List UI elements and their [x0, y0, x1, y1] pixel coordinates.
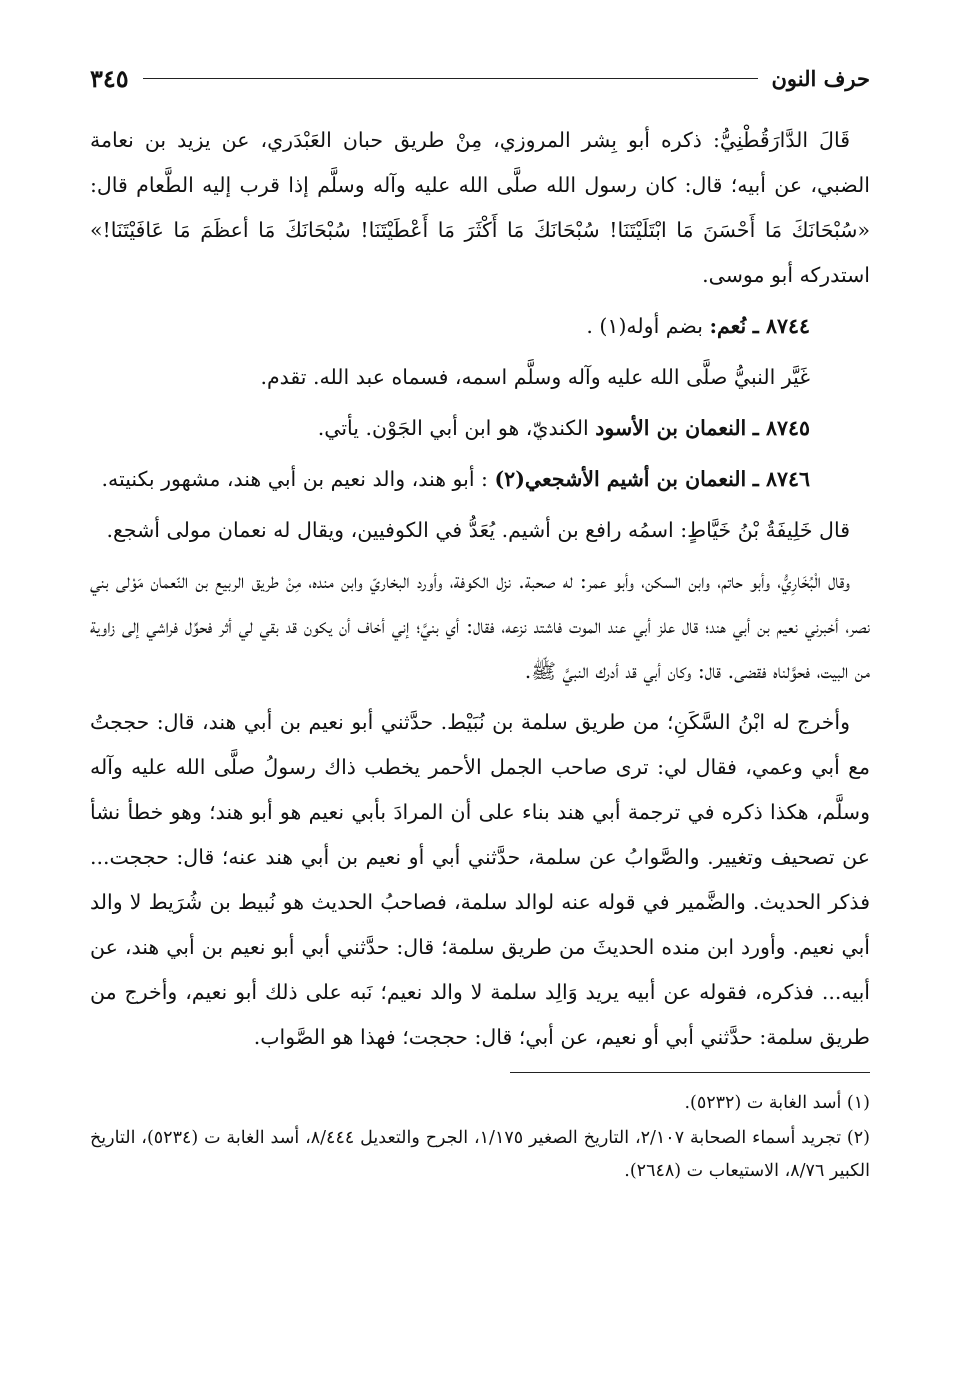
footnote-1: (١) أسد الغابة ت (٥٢٣٢).: [684, 1093, 870, 1113]
paragraph-bukhari: وقال الْبُخَارِيُّ، وأبو حاتم، وابن السكن، وأبو عمر: له صحبة. نزل الكوفة، وأورد البخاريّ وابن منده، مِنْ طريق الربيع بن النّعمان مَوْلى بني نصر، أخبرني نعيم بن أبي هند؛ قال علز أبي عند الموت فاشتد نزعه، فقال: أي بنيَّ؛ إني أخاف أن يكون قد بقي لي أثر فحوِّل فراشي إلى زاوية من البيت، فحوَّلناه فقضى. قال: وكان أبي قد أدرك النبيَّ ﷺ.: [90, 569, 870, 683]
footnote-separator: [510, 1072, 870, 1073]
running-head: حرف النون: [771, 65, 870, 91]
page-number: ٣٤٥: [90, 63, 129, 93]
entry-name: نُعم:: [709, 314, 747, 338]
entry-name: النعمان بن الأسود: [595, 416, 747, 440]
page-header: [90, 56, 870, 100]
entry-8746: [90, 457, 810, 502]
entry-number: ٨٧٤٥ ـ: [752, 416, 810, 440]
paragraph-khalifa: قال خَلِيفَةُ بْنُ خَيَّاطٍ: اسمُه رافع بن أشيم. يُعَدُّ في الكوفيين، ويقال له نعمان مولى أشجع.: [106, 518, 850, 542]
entry-text: الكنديّ، هو ابن أبي الجَوْن. يأتي.: [317, 416, 589, 440]
footnote-2: (٢) تجريد أسماء الصحابة ٢/١٠٧، التاريخ الصغير ١/١٧٥، الجرح والتعديل ٨/٤٤٤، أسد الغابة ت (٥٢٣٤)، التاريخ الكبير ٨/٧٦، الاستيعاب ت (٢٦٤٨).: [90, 1128, 870, 1181]
entry-8744: [90, 304, 810, 349]
entry-name: النعمان بن أشيم الأشجعي(٢): [494, 467, 747, 491]
entry-text: : أبو هند، والد نعيم بن أبي هند، مشهور بكنيته.: [101, 467, 488, 491]
entry-text: بضم أوله(١) .: [586, 314, 703, 338]
intro-paragraph: قَالَ الدَّارَقُطْنِيُّ: ذكره أبو بِشر المروزي، مِنْ طريق حبان العَبْدَري، عن يزيد بن نعامة الضبي، عن أبيه؛ قال: كان رسول الله صلَّى الله عليه وآله وسلَّم إذا قرب إليه الطَّعام قال: «سُبْحَانَكَ مَا أَحْسَنَ مَا ابْتَلَيْتَنَا! سُبْحَانَكَ مَا أَكْثَرَ مَا أَعْطَيْتَنَا! سُبْحَانَكَ مَا أعظَمَ مَا عَافَيْتَنَا!» استدركه أبو موسى.: [90, 128, 870, 287]
header-rule: [143, 78, 758, 79]
entry-8744-note: غَيَّر النبيُّ صلَّى الله عليه وآله وسلَّم اسمه، فسماه عبد الله. تقدم.: [260, 365, 810, 389]
entry-number: ٨٧٤٤ ـ: [752, 314, 810, 338]
book-page: [90, 56, 870, 1190]
entry-number: ٨٧٤٦ ـ: [752, 467, 810, 491]
paragraph-ibn-sakan: وأخرج له ابْنُ السَّكَنِ؛ من طريق سلمة بن نُبَيْط. حدَّثني أبو نعيم بن أبي هند، قال: حججتُ مع أبي وعمي، فقال لي: ترى صاحب الجمل الأحمر يخطب ذاك رسولُ صلَّى الله عليه وآله وسلَّم، هكذا ذكره في ترجمة أبي هند بناء على أن المرادَ بأبي نعيم هو أبو هند؛ وهو خطأ نشأ عن تصحيف وتغيير. والصَّوابُ عن سلمة، حدَّثني أبي أو نعيم بن أبي هند عنه؛ قال: حججت... فذكر الحديث. والضَّمير في قوله عنه لوالد سلمة، فصاحبُ الحديث هو نُبيط بن شُرَيط لا والد أبي نعيم. وأورد ابن منده الحديثَ من طريق سلمة؛ قال: حدَّثني أبي أبو نعيم بن أبي هند، عن أبيه... فذكره، فقوله عن أبيه يريد وَالِد سلمة لا والد نعيم؛ نَبه على ذلك أبو نعيم، وأخرج من طريق سلمة: حدَّثني أبي أو نعيم، عن أبي؛ قال: حججت؛ فهذا هو الصَّواب.: [90, 710, 870, 1049]
entry-8745: [90, 406, 810, 451]
